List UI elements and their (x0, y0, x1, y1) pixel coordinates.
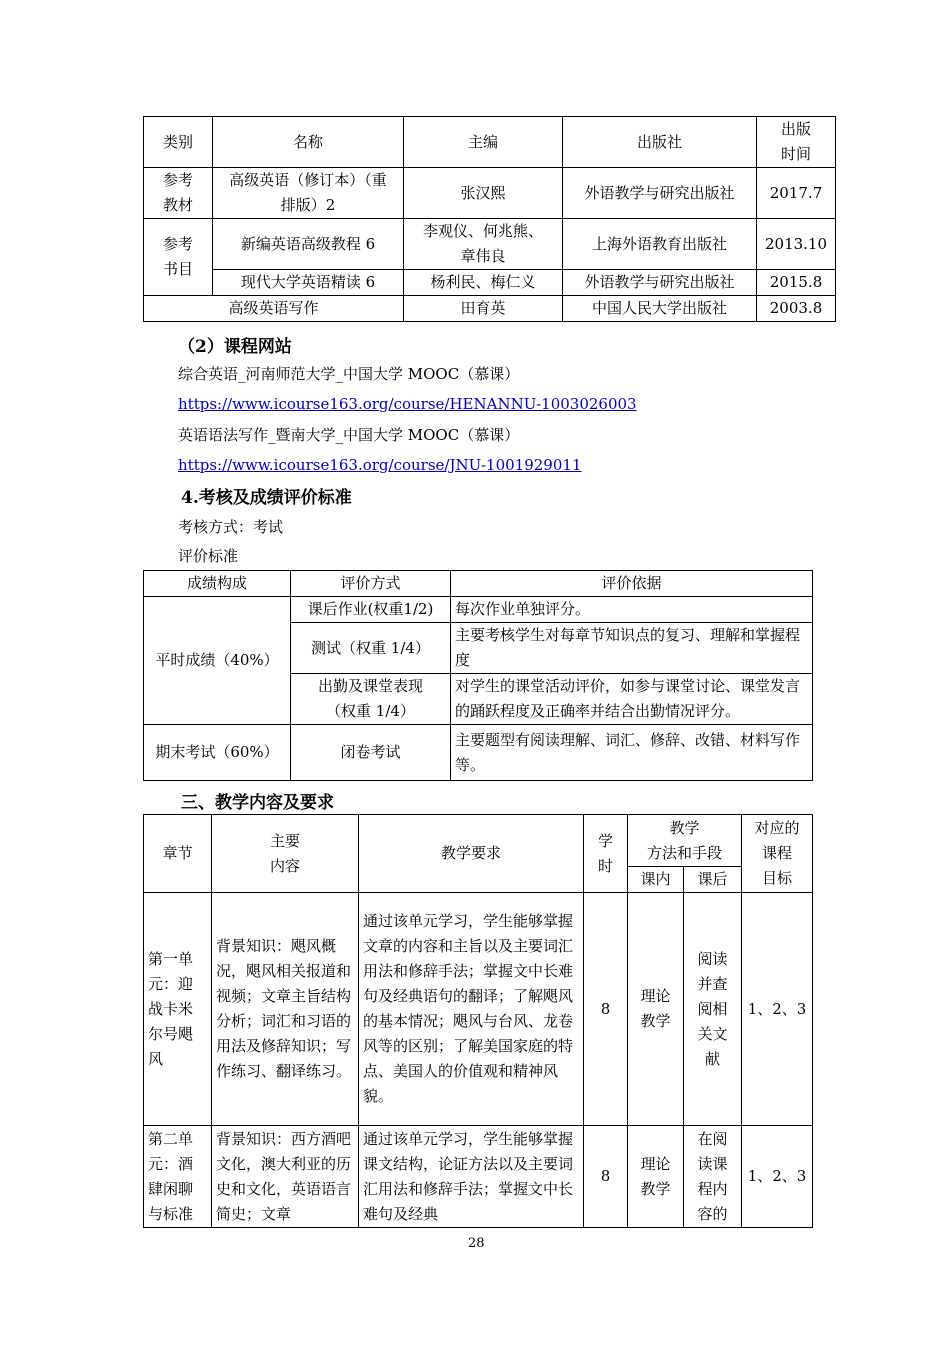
final-mode: 闭卷考试 (291, 725, 451, 781)
unit1-content: 背景知识：飓风概况，飓风相关报道和视频；文章主旨结构分析；词汇和习语的用法及修辞知识；写作练习、翻译练习。 (212, 893, 359, 1126)
unit2-content: 背景知识：西方酒吧文化，澳大利亚的历史和文化，英语语言简史；文章 (212, 1126, 359, 1228)
site1-link[interactable]: https://www.icourse163.org/course/HENANNU-1003026003 (178, 395, 637, 413)
assess-header-composition: 成绩构成 (144, 571, 291, 597)
row2-editor: 李观仪、何兆熊、 章伟良 (404, 219, 563, 270)
unit1-chapter: 第一单元：迎战卡米尔号飓风 (144, 893, 212, 1126)
row2-name: 新编英语高级教程 6 (213, 219, 404, 270)
assess-header-mode: 评价方式 (291, 571, 451, 597)
assessment-table (143, 570, 813, 781)
course-website-heading: （2）课程网站 (178, 337, 292, 357)
row1-category: 参考 教材 (144, 168, 213, 219)
row1-name: 高级英语（修订本）（重 排版）2 (213, 168, 404, 219)
unit1-objectives: 1、2、3 (742, 893, 813, 1126)
row1-publisher: 外语教学与研究出版社 (563, 168, 757, 219)
final-score-label: 期末考试（60%） (144, 725, 291, 781)
site2-link[interactable]: https://www.icourse163.org/course/JNU-1001929011 (178, 456, 582, 474)
row4-year: 2003.8 (757, 296, 836, 322)
row4-editor: 田育英 (404, 296, 563, 322)
row1-editor: 张汉熙 (404, 168, 563, 219)
header-editor: 主编 (404, 117, 563, 168)
attendance-mode: 出勤及课堂表现 （权重 1/4） (291, 674, 451, 725)
unit1-requirement: 通过该单元学习，学生能够掌握文章的内容和主旨以及主要词汇用法和修辞手法；掌握文中长难句及经典语句的翻译；了解飓风的基本情况；飓风与台风、龙卷风等的区别；了解美国家庭的特点、美国人的价值观和精神风貌。 (359, 893, 584, 1126)
header-methods: 教学 方法和手段 (628, 815, 742, 867)
site1-title: 综合英语_河南师范大学_中国大学 MOOC（慕课） (178, 365, 520, 383)
final-basis: 主要题型有阅读理解、词汇、修辞、改错、材料写作等。 (451, 725, 813, 781)
unit2-objectives: 1、2、3 (742, 1126, 813, 1228)
header-hours: 学 时 (584, 815, 628, 893)
header-in-class: 课内 (628, 867, 684, 893)
row3-year: 2015.8 (757, 270, 836, 296)
row3-name: 现代大学英语精读 6 (213, 270, 404, 296)
teaching-heading: 三、教学内容及要求 (181, 793, 334, 813)
teaching-table (143, 814, 813, 1228)
attendance-basis: 对学生的课堂活动评价，如参与课堂讨论、课堂发言的踊跃程度及正确率并结合出勤情况评分。 (451, 674, 813, 725)
row4-publisher: 中国人民大学出版社 (563, 296, 757, 322)
header-after-class: 课后 (684, 867, 742, 893)
unit1-hours: 8 (584, 893, 628, 1126)
row2-year: 2013.10 (757, 219, 836, 270)
page-number: 28 (468, 1236, 485, 1251)
homework-basis: 每次作业单独评分。 (451, 597, 813, 623)
row3-editor: 杨利民、梅仁义 (404, 270, 563, 296)
header-requirement: 教学要求 (359, 815, 584, 893)
header-chapter: 章节 (144, 815, 212, 893)
row4-name: 高级英语写作 (144, 296, 404, 322)
textbook-table (143, 116, 836, 322)
header-year: 出版 时间 (757, 117, 836, 168)
unit1-after-class: 阅读 并查 阅相 关文 献 (684, 893, 742, 1126)
assess-header-basis: 评价依据 (451, 571, 813, 597)
unit2-chapter: 第二单元：酒肆闲聊与标准 (144, 1126, 212, 1228)
row3-publisher: 外语教学与研究出版社 (563, 270, 757, 296)
regular-score-label: 平时成绩（40%） (144, 597, 291, 725)
unit2-requirement: 通过该单元学习，学生能够掌握课文结构，论证方法以及主要词汇用法和修辞手法；掌握文中长难句及经典 (359, 1126, 584, 1228)
criteria-label: 评价标准 (178, 547, 239, 565)
unit2-hours: 8 (584, 1126, 628, 1228)
row2-publisher: 上海外语教育出版社 (563, 219, 757, 270)
unit2-after-class: 在阅 读课 程内 容的 (684, 1126, 742, 1228)
assessment-method: 考核方式：考试 (178, 518, 284, 536)
header-publisher: 出版社 (563, 117, 757, 168)
assessment-heading: 4.考核及成绩评价标准 (181, 488, 352, 508)
header-content: 主要 内容 (212, 815, 359, 893)
header-objectives: 对应的 课程 目标 (742, 815, 813, 893)
unit1-in-class: 理论 教学 (628, 893, 684, 1126)
test-basis: 主要考核学生对每章节知识点的复习、理解和掌握程度 (451, 623, 813, 674)
site2-title: 英语语法写作_暨南大学_中国大学 MOOC（慕课） (178, 426, 520, 444)
row2-category: 参考 书目 (144, 219, 213, 296)
homework-mode: 课后作业(权重1/2) (291, 597, 451, 623)
test-mode: 测试（权重 1/4） (291, 623, 451, 674)
header-category: 类别 (144, 117, 213, 168)
unit2-in-class: 理论 教学 (628, 1126, 684, 1228)
header-name: 名称 (213, 117, 404, 168)
row1-year: 2017.7 (757, 168, 836, 219)
